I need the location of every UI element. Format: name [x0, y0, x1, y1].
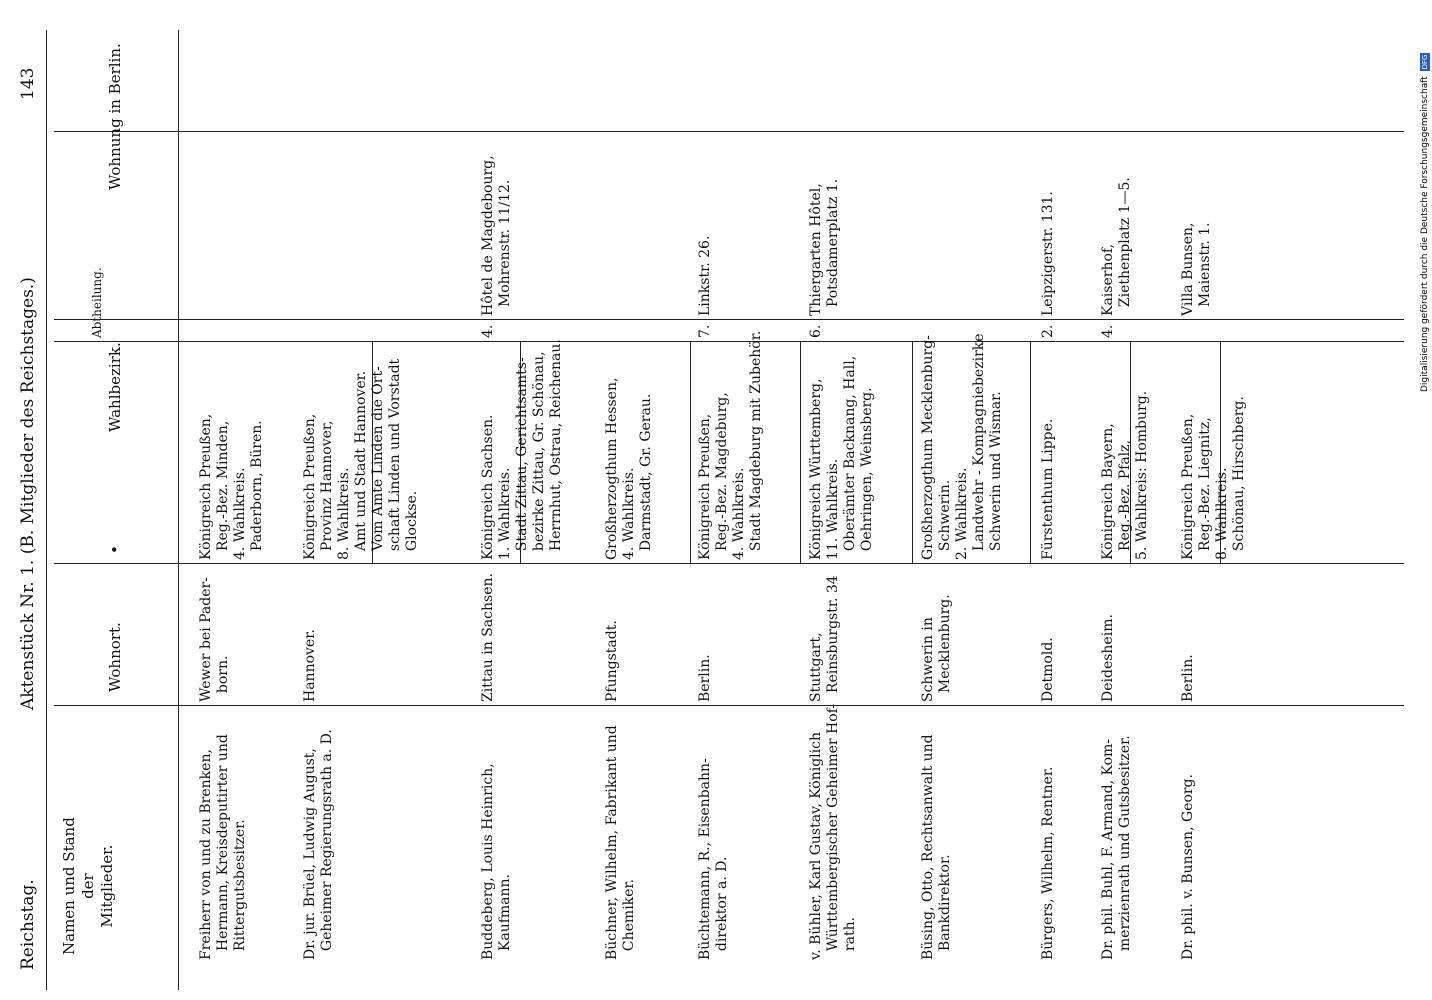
row-8-wohnort: Detmold.	[1040, 637, 1056, 702]
credit-text: Digitalisierung gefördert durch die Deutsche Forschungsgemeinschaft	[1420, 76, 1430, 392]
row-9-abtheilung: 4.	[1100, 324, 1116, 338]
digitization-credit	[1411, 0, 1432, 1000]
row-4-name: Büchner, Wilhelm, Fabrikant und Chemiker.	[604, 725, 637, 960]
row-1-wohnort: Wewer bei Pader- born.	[198, 577, 231, 702]
column-header-rule	[178, 30, 179, 990]
header-wohnung: Wohnung in Berlin.	[106, 43, 124, 190]
header-wahlbezirk: Wahlbezirk.	[106, 342, 124, 432]
row-7-name: Büsing, Otto, Rechtsanwalt und Bankdirektor.	[920, 734, 953, 960]
row-7-wohnort: Schwerin in Mecklenburg.	[920, 594, 953, 702]
row-6-abtheilung: 6.	[808, 324, 824, 338]
row-5-wohnort: Berlin.	[697, 654, 713, 702]
row-7-wahlbezirk: Großherzogthum Mecklenburg- Schwerin. 2. Wahlkreis. Landwehr - Kompagniebezirke Schwerin und Wismar.	[920, 333, 1004, 560]
row-9-name: Dr. phil. Buhl, F. Armand, Kom- merzienrath und Gutsbesitzer.	[1100, 735, 1133, 960]
row-5-name: Büchtemann, R., Eisenbahn- direktor a. D.	[697, 758, 730, 960]
right-edge	[54, 131, 1404, 132]
header-wohnort: Wohnort.	[106, 622, 124, 692]
row-10-wahlbezirk: Königreich Preußen, Reg.-Bez. Liegnitz, 8. Wahlkreis. Schönau, Hirschberg.	[1180, 396, 1247, 560]
row-6-wohnung: Thiergarten Hôtel, Potsdamerplatz 1.	[808, 178, 841, 316]
separator-name-wohnort	[54, 705, 1404, 706]
row-6-name: v. Bühler, Karl Gustav, Königlich Württembergischer Geheimer Hof- rath.	[808, 703, 858, 960]
header-name: Namen und Stand der Mitglieder.	[60, 817, 116, 955]
row-9-wahlbezirk: Königreich Bayern, Reg.-Bez. Pfalz, 5. Wahlkreis: Homburg.	[1100, 390, 1150, 560]
row-4-wohnort: Pfungstadt.	[604, 620, 620, 702]
row-5-wohnung: Linkstr. 26.	[697, 235, 713, 316]
row-5-wahlbezirk: Königreich Preußen, Reg.-Bez. Magdeburg, 4. Wahlkreis. Stadt Magdeburg mit Zubehör.	[697, 330, 764, 560]
row-1-wahlbezirk: Königreich Preußen, Reg.-Bez. Minden, 4. Wahlkreis. Paderborn, Büren.	[198, 413, 265, 560]
row-10-name: Dr. phil. v. Bunsen, Georg.	[1180, 774, 1196, 960]
row-8-name: Bürgers, Wilhelm, Rentner.	[1040, 766, 1056, 960]
row-2-name: Dr. jur. Brüel, Ludwig August, Geheimer Regierungsrath a. D.	[302, 729, 335, 960]
row-8-abtheilung: 2.	[1040, 324, 1056, 338]
row-3-wohnung: Hôtel de Magdebourg, Mohrenstr. 11/12.	[480, 155, 513, 316]
row-rule	[912, 342, 913, 563]
row-9-wohnort: Deidesheim.	[1100, 614, 1116, 702]
row-2-wohnort: Hannover.	[302, 629, 318, 702]
row-8-wohnung: Leipzigerstr. 131.	[1040, 191, 1056, 316]
row-3-wahlbezirk: Königreich Sachsen. 1. Wahlkreis. Stadt Zittau, Gerichtsamts- bezirke Zittau, Gr. Schönau, Herrnhut, Ostrau, Reichenau.	[480, 339, 564, 560]
separator-abtheilung-wohnung	[54, 319, 1404, 320]
header-left: Reichstag.	[18, 879, 38, 970]
row-4-wahlbezirk: Großherzogthum Hessen, 4. Wahlkreis. Darmstadt, Gr. Gerau.	[604, 377, 654, 560]
header-rule	[46, 30, 47, 990]
header-abtheilung: Abtheilung.	[90, 267, 104, 338]
row-8-wahlbezirk: Fürstenthum Lippe.	[1040, 418, 1056, 560]
row-1-name: Freiherr von und zu Brenken, Hermann, Kreisdeputirter und Rittergutsbesitzer.	[198, 734, 248, 960]
row-6-wahlbezirk: Königreich Württemberg, 11. Wahlkreis. Oberämter Backnang, Hall, Oehringen, Weinsberg.	[808, 355, 875, 560]
row-2-wahlbezirk: Königreich Preußen, Provinz Hannover, 8. Wahlkreis. Amt und Stadt Hannover. Vom Amte Linden die Ort- schaft Linden und Vorstadt Glockse.	[302, 358, 420, 560]
row-10-wohnort: Berlin.	[1180, 654, 1196, 702]
row-rule	[690, 342, 691, 563]
row-10-wohnung: Villa Bunsen, Maienstr. 1.	[1180, 222, 1213, 316]
row-rule	[1030, 342, 1031, 563]
separator-wohnort-wahlbezirk	[54, 563, 1404, 564]
row-5-abtheilung: 7.	[697, 324, 713, 338]
row-6-wohnort: Stuttgart, Reinsburgstr. 34	[808, 575, 841, 702]
row-3-abtheilung: 4.	[480, 324, 496, 338]
header-wahlbezirk-bullet: •	[106, 545, 124, 554]
header-center: Aktenstück Nr. 1. (B. Mitglieder des Reichstages.)	[18, 277, 38, 710]
row-9-wohnung: Kaiserhof, Ziethenplatz 1—5.	[1100, 177, 1133, 316]
dfg-logo: DFG	[1420, 54, 1429, 70]
page-number: 143	[18, 67, 38, 100]
row-3-name: Buddeberg, Louis Heinrich, Kaufmann.	[480, 763, 513, 960]
row-rule	[800, 342, 801, 563]
row-3-wohnort: Zittau in Sachsen.	[480, 573, 496, 702]
